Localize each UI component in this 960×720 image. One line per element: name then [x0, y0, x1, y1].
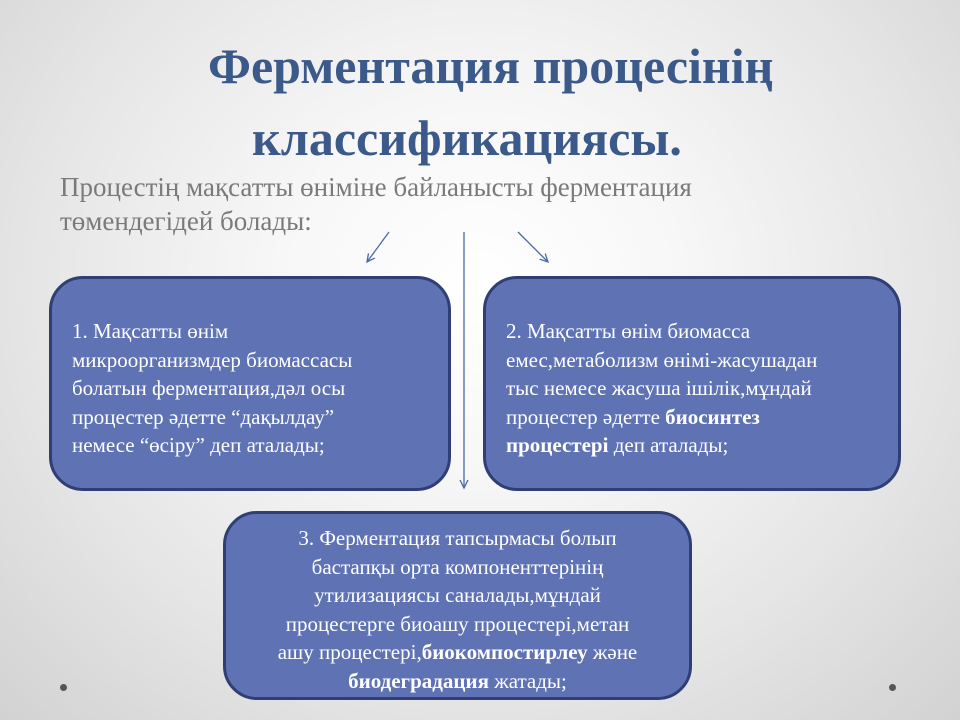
title-line-2: классификациясы.: [252, 110, 682, 166]
box3-line-2: бастапқы орта компоненттерінің: [311, 554, 604, 579]
box1-line-4: процестер әдетте “дақылдау”: [72, 404, 335, 429]
classification-box-3: [223, 511, 692, 700]
box3-term-biocomposting: биокомпостирлеу: [421, 640, 588, 664]
slide-title: [0, 30, 960, 174]
classification-box-1: [49, 276, 451, 491]
box2-line-4-text: процестер әдетте: [506, 404, 666, 429]
subtitle-line-1: Процестің мақсатты өніміне байланысты ферментация: [60, 172, 692, 202]
box2-term-processes: процестері: [506, 433, 609, 457]
box3-line-3: утилизациясы саналады,мұндай: [314, 583, 601, 607]
box1-line-5: немесе “өсіру” деп аталады;: [72, 433, 325, 457]
title-line-1: Ферментация процесінің: [208, 38, 774, 94]
bullet-dot-right: [889, 684, 896, 691]
box1-line-2: микроорганизмдер биомассасы: [72, 347, 353, 372]
box3-line-6-text: жатады;: [488, 668, 567, 693]
box2-line-5-text: деп аталады;: [608, 433, 729, 457]
box3-term-biodegradation: биодеградация: [348, 668, 489, 693]
box2-line-3: тыс немесе жасуша ішілік,мұндай: [506, 376, 812, 400]
bullet-dot-left: [60, 684, 67, 691]
box1-line-3: болатын ферментация,дәл осы: [72, 376, 346, 400]
box3-line-5-end: және: [587, 640, 638, 664]
box2-line-1: 2. Мақсатты өнім биомасса: [506, 319, 751, 343]
subtitle-line-2: төмендегідей болады:: [60, 206, 312, 236]
box2-term-biosynthesis: биосинтез: [665, 404, 760, 429]
classification-box-2: [483, 276, 901, 491]
box3-line-1: 3. Ферментация тапсырмасы болып: [298, 526, 617, 550]
box3-line-4: процестерге биоашу процестері,метан: [285, 611, 630, 636]
box2-line-2: емес,метаболизм өнімі-жасушадан: [506, 347, 818, 372]
box3-line-5-text: ашу процестері,: [277, 640, 422, 664]
subtitle: [60, 170, 860, 238]
box1-line-1: 1. Мақсатты өнім: [72, 319, 229, 343]
